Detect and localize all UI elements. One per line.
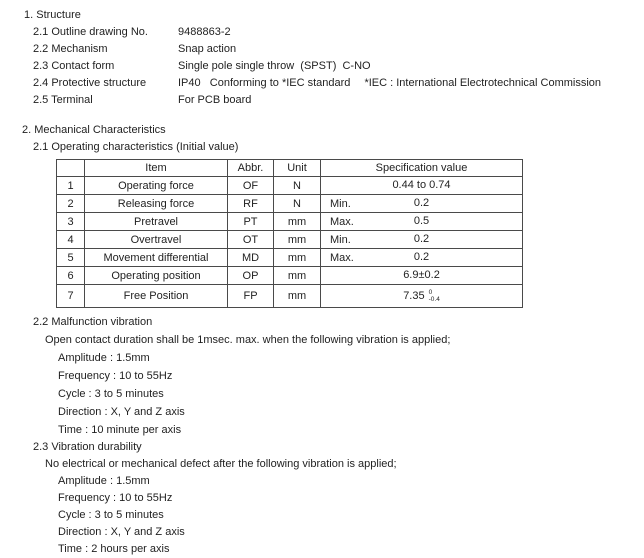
cell-abbr: PT	[228, 213, 274, 231]
table-header-row	[57, 160, 523, 177]
cell-spec	[321, 267, 523, 285]
cell-spec	[321, 285, 523, 308]
cell-item: Free Position	[85, 285, 228, 308]
cell-unit: N	[274, 177, 321, 195]
cell-abbr: MD	[228, 249, 274, 267]
table-row	[57, 249, 523, 267]
structure-row-label: 2.1 Outline drawing No.	[33, 26, 148, 38]
spec-qualifier: Min.	[330, 197, 351, 210]
cell-spec	[321, 177, 523, 195]
spec-qualifier: Max.	[330, 215, 354, 228]
spec-value: 0.5	[413, 215, 430, 228]
tolerance-upper: 0	[428, 289, 433, 296]
spec-value: 0.2	[413, 233, 430, 246]
table-row	[57, 285, 523, 308]
structure-row-label: 2.3 Contact form	[33, 60, 115, 72]
spec-value: 0.2	[413, 251, 430, 264]
durability-intro: No electrical or mechanical defect after the following vibration is applied;	[45, 458, 397, 470]
cell-unit: mm	[274, 249, 321, 267]
structure-row-value: For PCB board	[178, 94, 252, 106]
header-spec: Specification value	[321, 160, 523, 177]
cell-spec	[321, 249, 523, 267]
table-row	[57, 195, 523, 213]
structure-item-list	[33, 24, 644, 109]
malfunction-intro: Open contact duration shall be 1msec. max. when the following vibration is applied;	[45, 334, 451, 346]
cell-unit: mm	[274, 231, 321, 249]
header-num	[57, 160, 85, 177]
cell-spec	[321, 213, 523, 231]
operating-characteristics-table	[56, 159, 523, 308]
cell-num: 6	[57, 267, 85, 285]
malfunction-amplitude: Amplitude : 1.5mm	[58, 352, 150, 364]
header-item: Item	[85, 160, 228, 177]
cell-item: Movement differential	[85, 249, 228, 267]
cell-unit: mm	[274, 285, 321, 308]
structure-row-value: Snap action	[178, 43, 237, 55]
structure-heading: 1. Structure	[24, 9, 81, 21]
cell-spec	[321, 195, 523, 213]
structure-row-value: 9488863-2	[178, 26, 231, 38]
tolerance-stack	[429, 289, 440, 303]
cell-num: 4	[57, 231, 85, 249]
malfunction-frequency: Frequency : 10 to 55Hz	[58, 370, 173, 382]
cell-num: 2	[57, 195, 85, 213]
structure-row-value: IP40 Conforming to *IEC standard	[178, 77, 351, 89]
cell-item: Pretravel	[85, 213, 228, 231]
structure-row-terminal	[33, 92, 644, 109]
malfunction-time: Time : 10 minute per axis	[58, 424, 182, 436]
table-row	[57, 177, 523, 195]
cell-item: Operating position	[85, 267, 228, 285]
malfunction-heading: 2.2 Malfunction vibration	[33, 316, 153, 328]
vibration-durability-section	[0, 439, 644, 558]
durability-time: Time : 2 hours per axis	[58, 543, 170, 555]
cell-num: 1	[57, 177, 85, 195]
spec-value: 6.9±0.2	[403, 269, 440, 282]
cell-unit: mm	[274, 213, 321, 231]
durability-direction: Direction : X, Y and Z axis	[58, 526, 185, 538]
spec-value: 0.44 to 0.74	[392, 179, 451, 192]
structure-row-outline-drawing	[33, 24, 644, 41]
table-row	[57, 267, 523, 285]
structure-row-value: Single pole single throw (SPST) C-NO	[178, 60, 371, 72]
malfunction-vibration-section	[0, 314, 644, 439]
cell-unit: mm	[274, 267, 321, 285]
spec-qualifier: Max.	[330, 251, 354, 264]
spec-value: 7.35	[403, 290, 425, 302]
tolerance-lower: -0.4	[428, 296, 440, 303]
structure-row-contact-form	[33, 58, 644, 75]
cell-spec	[321, 231, 523, 249]
durability-amplitude: Amplitude : 1.5mm	[58, 475, 150, 487]
table-row	[57, 231, 523, 249]
structure-row-label: 2.5 Terminal	[33, 94, 93, 106]
table-row	[57, 213, 523, 231]
cell-abbr: OP	[228, 267, 274, 285]
malfunction-direction: Direction : X, Y and Z axis	[58, 406, 185, 418]
header-unit: Unit	[274, 160, 321, 177]
cell-item: Releasing force	[85, 195, 228, 213]
mechanical-heading: 2. Mechanical Characteristics	[22, 124, 166, 136]
cell-item: Operating force	[85, 177, 228, 195]
durability-heading: 2.3 Vibration durability	[33, 441, 142, 453]
cell-unit: N	[274, 195, 321, 213]
operating-characteristics-subheading: 2.1 Operating characteristics (Initial value)	[33, 141, 239, 153]
cell-abbr: RF	[228, 195, 274, 213]
cell-num: 5	[57, 249, 85, 267]
malfunction-cycle: Cycle : 3 to 5 minutes	[58, 388, 164, 400]
cell-abbr: OF	[228, 177, 274, 195]
cell-item: Overtravel	[85, 231, 228, 249]
durability-cycle: Cycle : 3 to 5 minutes	[58, 509, 164, 521]
durability-frequency: Frequency : 10 to 55Hz	[58, 492, 173, 504]
cell-abbr: OT	[228, 231, 274, 249]
structure-row-protective-structure	[33, 75, 644, 92]
cell-abbr: FP	[228, 285, 274, 308]
cell-num: 3	[57, 213, 85, 231]
spec-qualifier: Min.	[330, 233, 351, 246]
cell-num: 7	[57, 285, 85, 308]
structure-row-label: 2.4 Protective structure	[33, 77, 147, 89]
structure-row-mechanism	[33, 41, 644, 58]
spec-value: 0.2	[413, 197, 430, 210]
iec-note: *IEC : International Electrotechnical Commission	[364, 77, 602, 89]
structure-row-label: 2.2 Mechanism	[33, 43, 108, 55]
header-abbr: Abbr.	[228, 160, 274, 177]
